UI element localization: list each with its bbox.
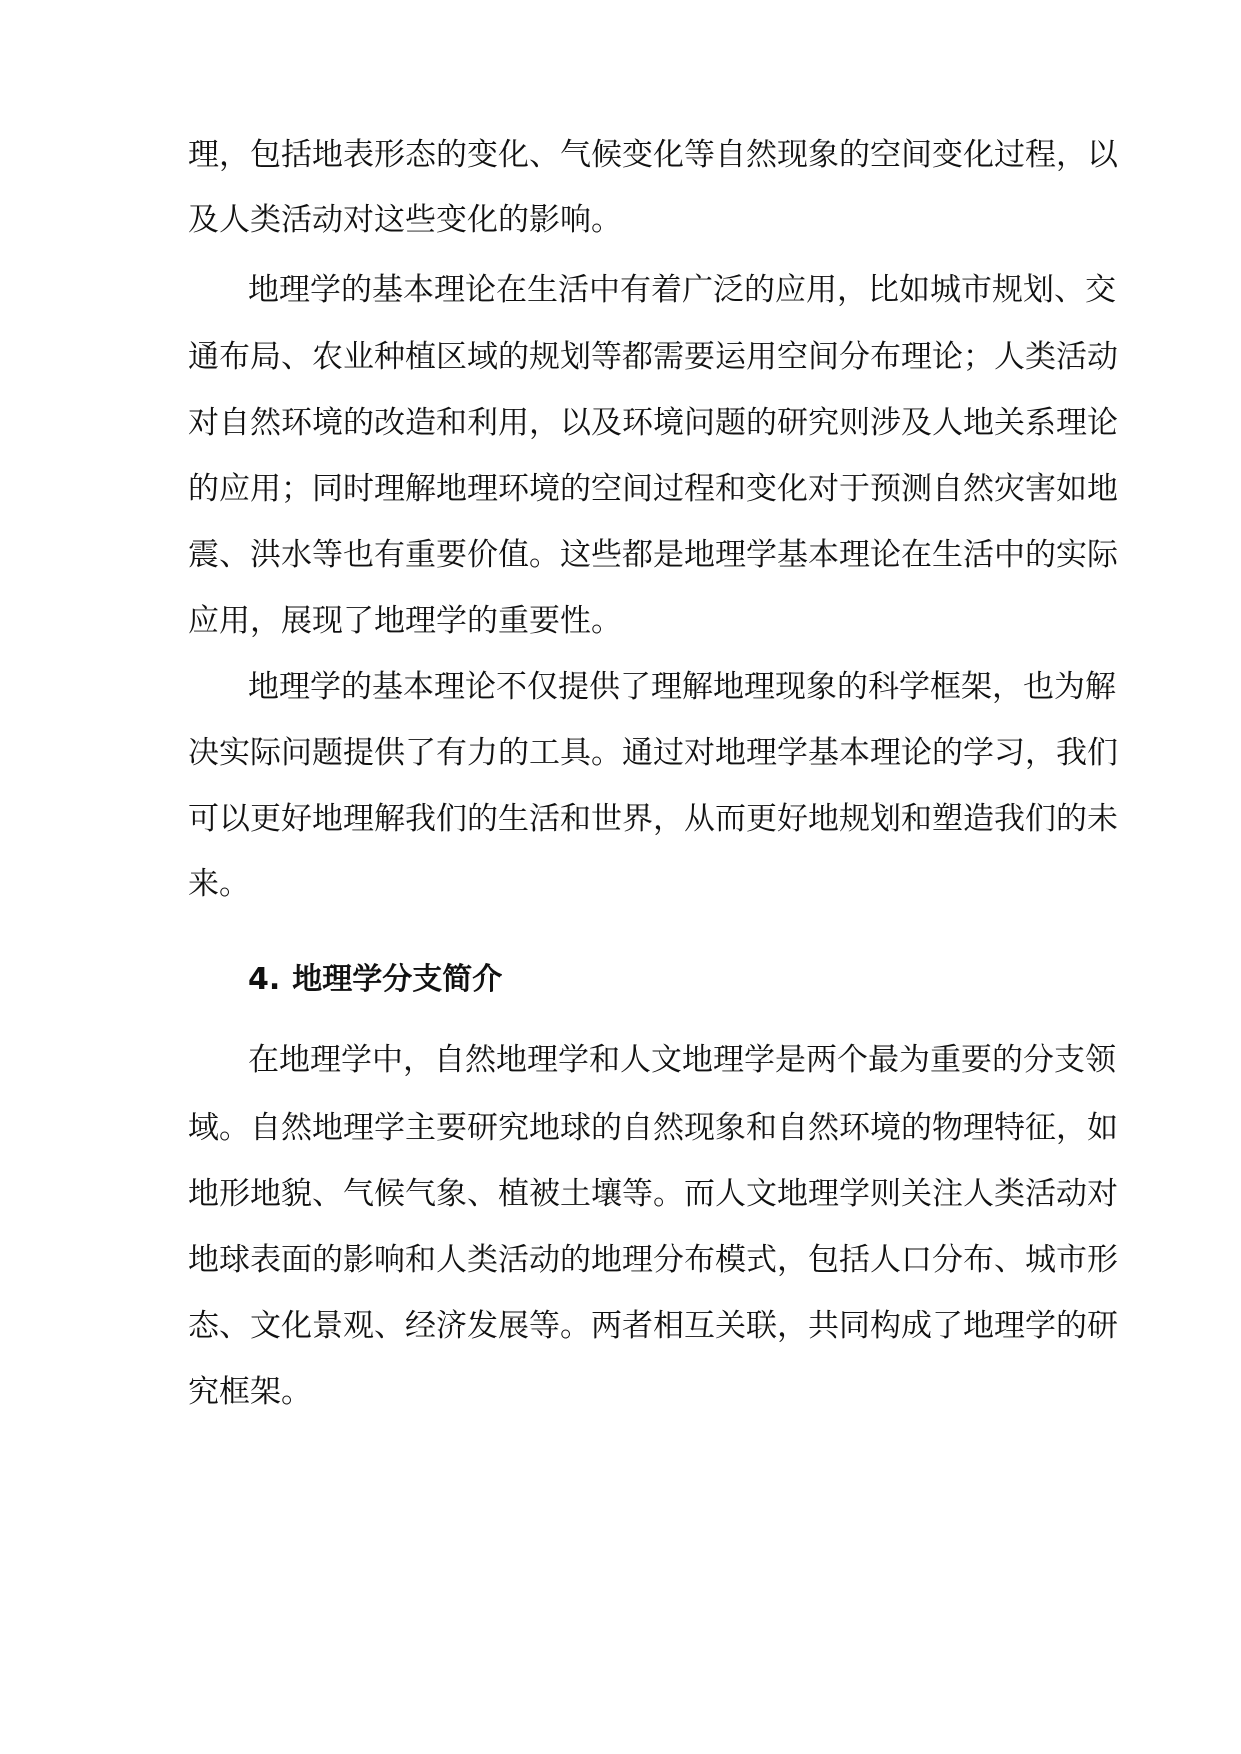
text-line: 来。 [188, 866, 250, 902]
text-line: 地理学的基本理论不仅提供了理解地理现象的科学框架，也为解 [248, 669, 1116, 705]
section-number: 4. [248, 962, 281, 997]
text-line: 对自然环境的改造和利用，以及环境问题的研究则涉及人地关系理论 [188, 405, 1118, 441]
text-line: 地球表面的影响和人类活动的地理分布模式，包括人口分布、城市形 [188, 1242, 1118, 1278]
text-line: 态、文化景观、经济发展等。两者相互关联，共同构成了地理学的研 [188, 1308, 1118, 1344]
text-line: 理，包括地表形态的变化、气候变化等自然现象的空间变化过程，以 [188, 137, 1118, 173]
text-line: 可以更好地理解我们的生活和世界，从而更好地规划和塑造我们的未 [188, 801, 1118, 837]
text-line: 通布局、农业种植区域的规划等都需要运用空间分布理论；人类活动 [188, 339, 1118, 375]
section-heading [248, 960, 502, 1000]
text-line: 的应用；同时理解地理环境的空间过程和变化对于预测自然灾害如地 [188, 471, 1118, 507]
section-title: 地理学分支简介 [292, 962, 503, 997]
text-line: 在地理学中，自然地理学和人文地理学是两个最为重要的分支领 [248, 1042, 1116, 1078]
text-line: 应用，展现了地理学的重要性。 [188, 603, 622, 639]
text-line: 究框架。 [188, 1374, 312, 1410]
text-line: 决实际问题提供了有力的工具。通过对地理学基本理论的学习，我们 [188, 735, 1118, 771]
text-line: 震、洪水等也有重要价值。这些都是地理学基本理论在生活中的实际 [188, 537, 1118, 573]
text-line: 地形地貌、气候气象、植被土壤等。而人文地理学则关注人类活动对 [188, 1176, 1118, 1212]
text-line: 地理学的基本理论在生活中有着广泛的应用，比如城市规划、交 [248, 272, 1116, 308]
text-line: 域。自然地理学主要研究地球的自然现象和自然环境的物理特征，如 [188, 1110, 1118, 1146]
text-line: 及人类活动对这些变化的影响。 [188, 202, 622, 238]
